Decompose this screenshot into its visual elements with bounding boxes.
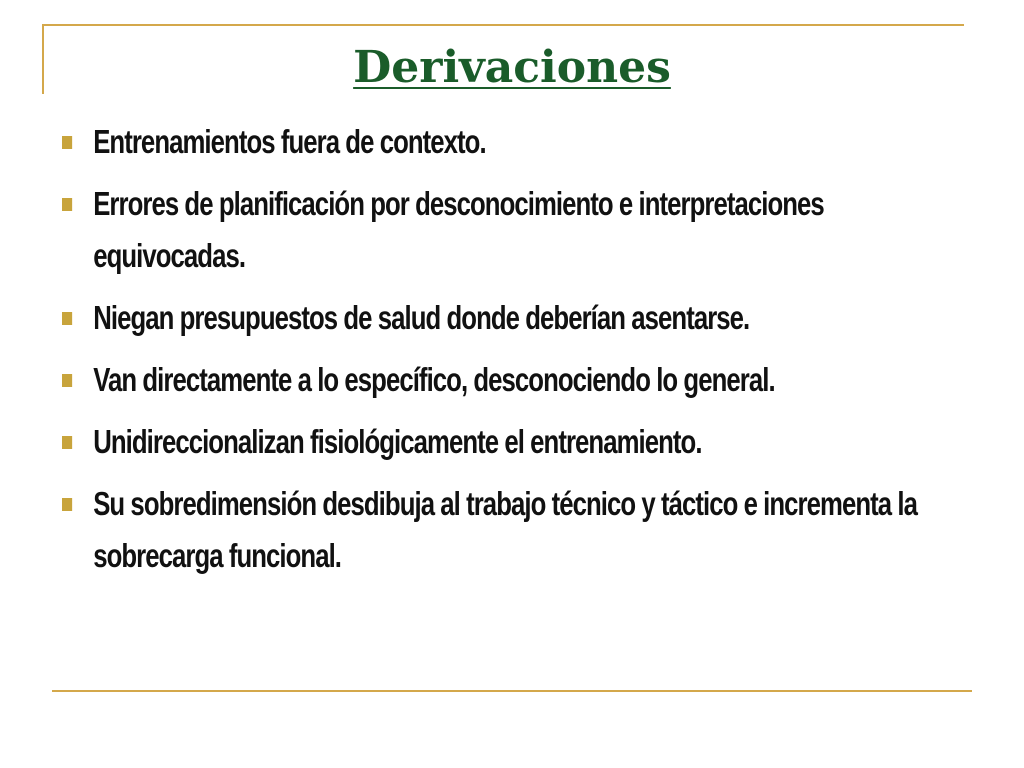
bullet-text-4: Van directamente a lo específico, desconociendo lo general.: [93, 361, 775, 398]
square-bullet-icon: [62, 374, 72, 387]
slide-title: [0, 38, 1024, 98]
bullet-text-3: Niegan presupuestos de salud donde deberían asentarse.: [93, 299, 750, 336]
square-bullet-icon: [62, 136, 72, 149]
bullet-text-1: Entrenamientos fuera de contexto.: [93, 123, 486, 160]
bullet-item-2: [62, 178, 873, 282]
bullet-item-4: [62, 354, 904, 406]
frame-bottom-rule: [52, 690, 972, 692]
bullet-item-1: [62, 116, 1014, 168]
square-bullet-icon: [62, 198, 72, 211]
slide-title-text: Derivaciones: [353, 42, 671, 93]
bullet-item-3: [62, 292, 1014, 344]
bullet-item-5: [62, 416, 1014, 468]
square-bullet-icon: [62, 498, 72, 511]
square-bullet-icon: [62, 312, 72, 325]
bullet-text-2: Errores de planificación por desconocimiento e interpretaciones equivocadas.: [93, 185, 824, 274]
square-bullet-icon: [62, 436, 72, 449]
bullet-text-6: Su sobredimensión desdibuja al trabajo técnico y táctico e incrementa la sobrecarga funcional.: [93, 485, 917, 574]
bullet-item-6: [62, 478, 1014, 582]
frame-top-rule: [42, 24, 964, 26]
bullet-text-5: Unidireccionalizan fisiológicamente el entrenamiento.: [93, 423, 702, 460]
bullet-list: [62, 116, 1002, 592]
